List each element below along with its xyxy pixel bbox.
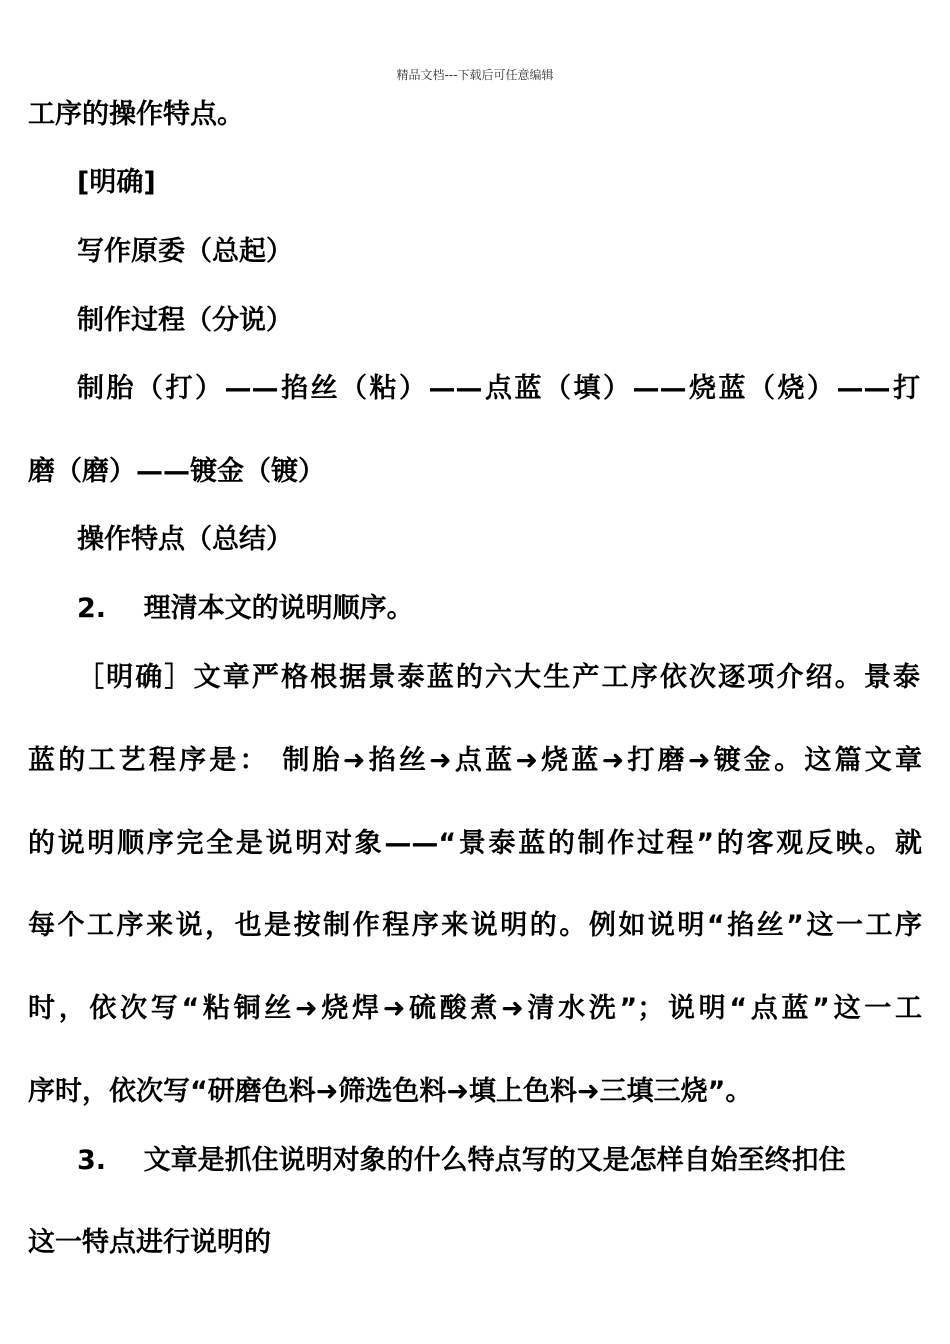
paragraph-line: 工序的操作特点。 <box>28 99 244 130</box>
paragraph-line: 时，依次写“粘铜丝➜烧焊➜硫酸煮➜清水洗”；说明“点蓝”这一工 <box>28 993 922 1024</box>
paragraph-line: 3. 文章是抓住说明对象的什么特点写的又是怎样自始至终扣住 <box>77 1145 846 1176</box>
paragraph-line: 序时，依次写“研磨色料➜筛选色料➜填上色料➜三填三烧”。 <box>28 1076 753 1107</box>
paragraph-line: 每个工序来说，也是按制作程序来说明的。例如说明“掐丝”这一工序 <box>28 910 922 941</box>
paragraph-line: 操作特点（总结） <box>77 524 293 555</box>
page-header: 精品文档---下载后可任意编辑 <box>396 68 554 82</box>
paragraph-line: 制胎（打）——掐丝（粘）——点蓝（填）——烧蓝（烧）——打 <box>77 373 920 404</box>
paragraph-line: 2. 理清本文的说明顺序。 <box>77 593 414 624</box>
paragraph-line: 这一特点进行说明的 <box>28 1227 271 1258</box>
paragraph-line: [明确] <box>77 167 156 198</box>
paragraph-line: 写作原委（总起） <box>77 236 293 267</box>
paragraph-line: 制作过程（分说） <box>77 305 293 336</box>
paragraph-line: ［明确］文章严格根据景泰蓝的六大生产工序依次逐项介绍。景泰 <box>77 662 920 693</box>
paragraph-line: 的说明顺序完全是说明对象——“景泰蓝的制作过程”的客观反映。就 <box>28 828 922 859</box>
paragraph-line: 蓝的工艺程序是： 制胎➜掐丝➜点蓝➜烧蓝➜打磨➜镀金。这篇文章 <box>28 745 922 776</box>
paragraph-line: 磨（磨）——镀金（镀） <box>28 456 325 487</box>
